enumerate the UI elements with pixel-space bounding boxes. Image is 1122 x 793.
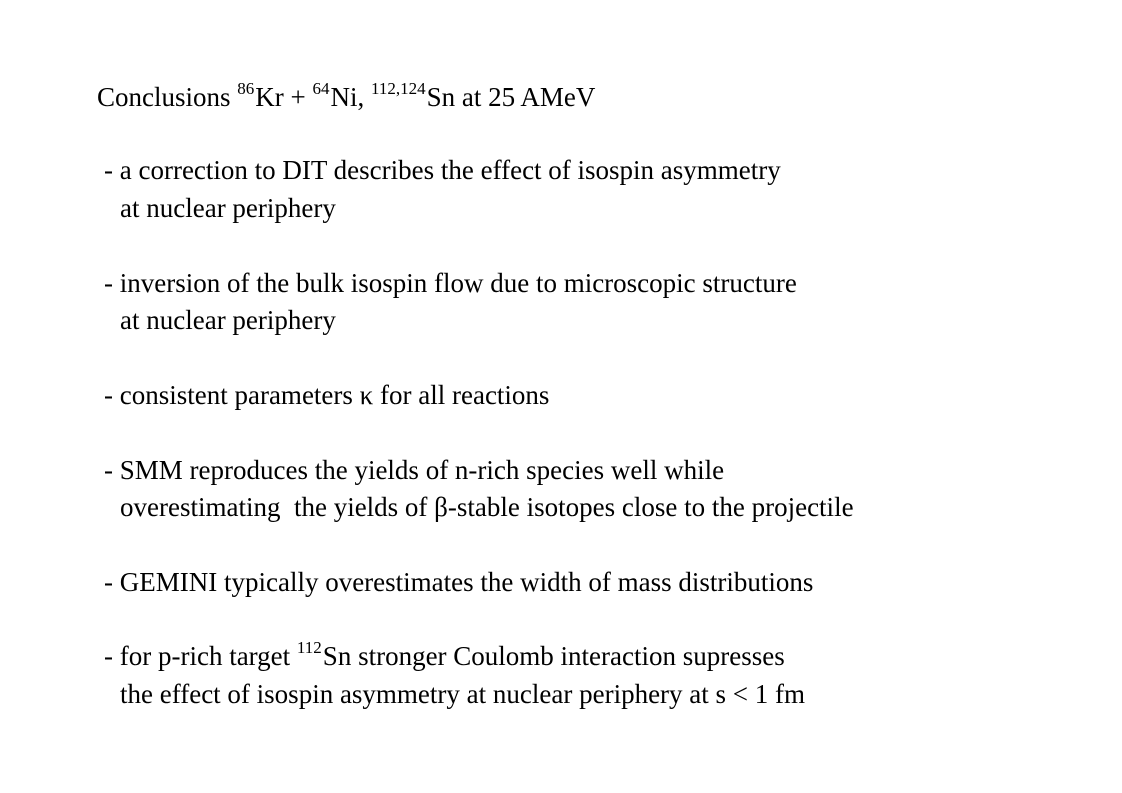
kr-label: Kr +: [255, 82, 313, 112]
sn-112-mass-number: 112: [296, 638, 322, 657]
bullet-p-rich-target-line-2: the effect of isospin asymmetry at nuclear periphery at s < 1 fm: [120, 679, 806, 709]
ni-label: Ni,: [330, 82, 371, 112]
ni-mass-number: 64: [312, 79, 330, 98]
p-rich-suffix: Sn stronger Coulomb interaction supresses: [322, 641, 785, 671]
bullet-isospin-flow-line-1: - inversion of the bulk isospin flow due to microscopic structure: [104, 268, 797, 298]
sn-mass-numbers: 112,124: [370, 79, 426, 98]
p-rich-prefix: - for p-rich target: [104, 641, 297, 671]
bullet-dit-correction-line-2: at nuclear periphery: [120, 193, 336, 223]
title-prefix: Conclusions: [97, 82, 238, 112]
page-title: [97, 79, 596, 116]
kr-mass-number: 86: [237, 79, 255, 98]
bullet-smm-line-2: overestimating the yields of β-stable isotopes close to the projectile: [120, 492, 854, 522]
bullet-p-rich-target-line-1: [104, 638, 785, 675]
bullet-consistent-parameters: - consistent parameters κ for all reactions: [104, 380, 550, 410]
bullet-smm-line-1: - SMM reproduces the yields of n-rich species well while: [104, 455, 725, 485]
bullet-dit-correction-line-1: - a correction to DIT describes the effect of isospin asymmetry: [104, 155, 781, 185]
sn-label: Sn at 25 AMeV: [426, 82, 596, 112]
bullet-isospin-flow-line-2: at nuclear periphery: [120, 305, 336, 335]
bullet-gemini: - GEMINI typically overestimates the width of mass distributions: [104, 567, 814, 597]
